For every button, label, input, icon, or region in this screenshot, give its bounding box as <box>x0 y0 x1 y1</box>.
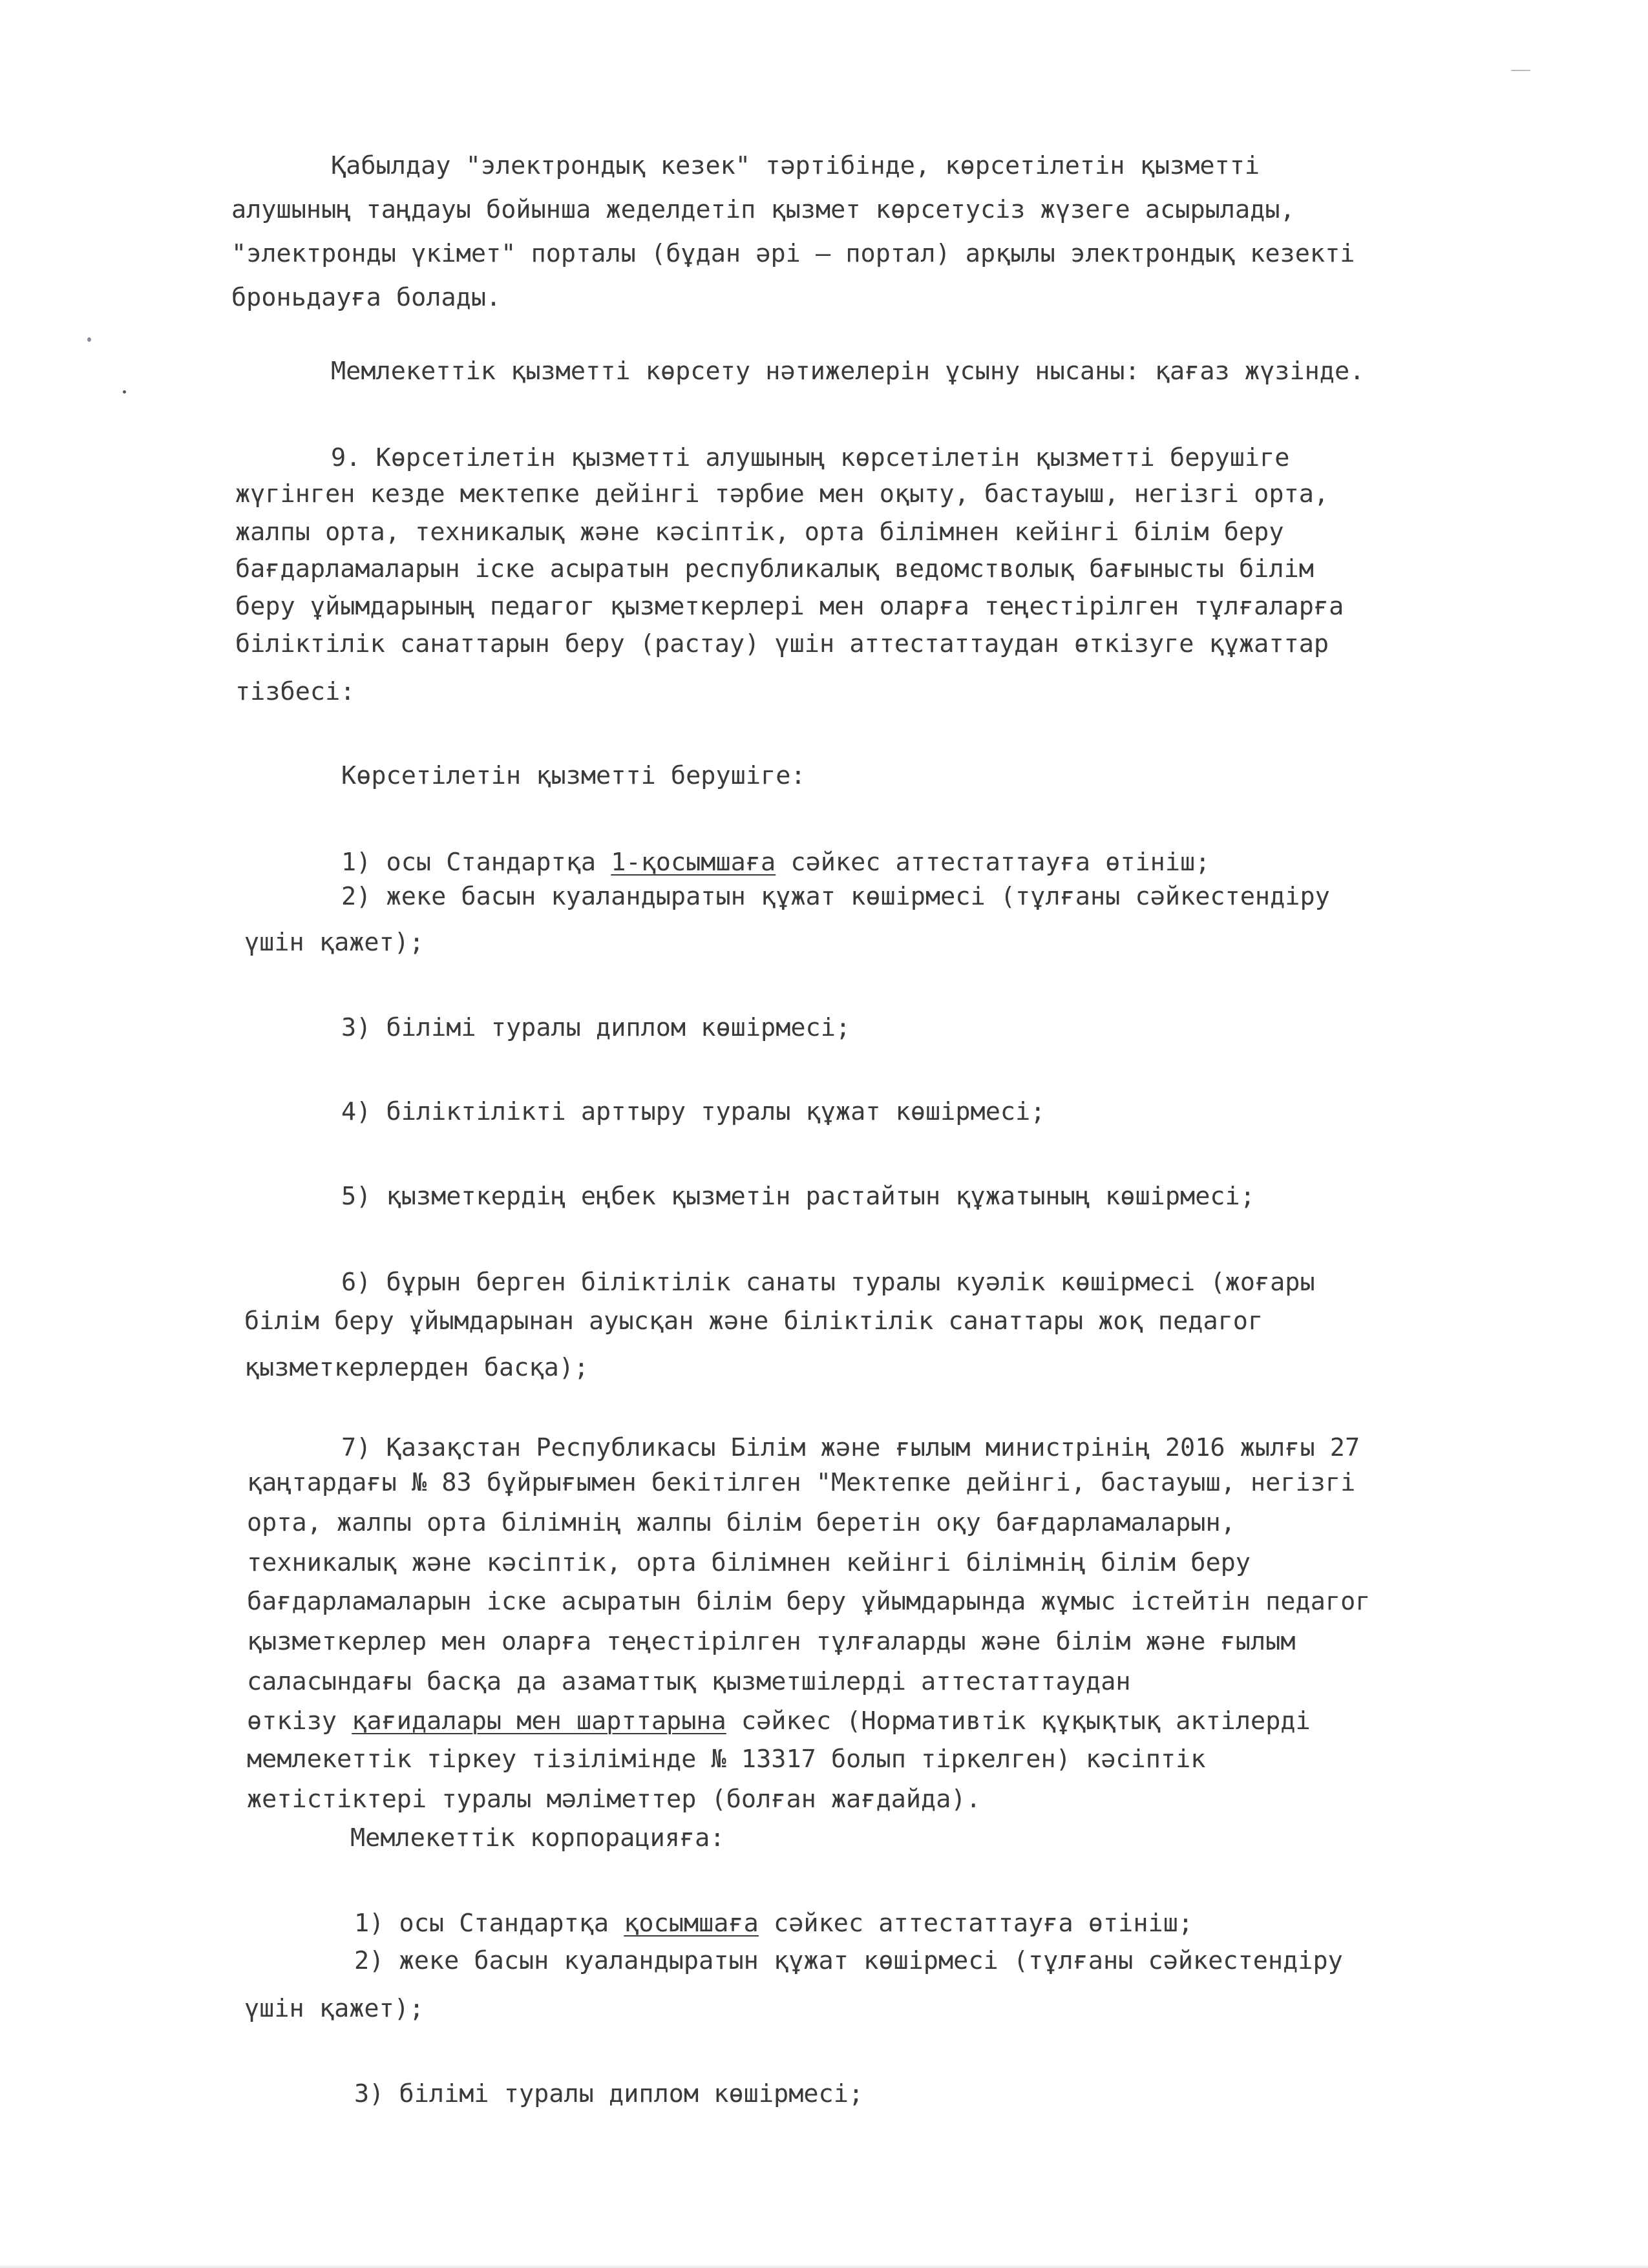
list-item: 5) қызметкердің еңбек қызметін растайтын құжатының көшірмесі; <box>341 1182 1255 1211</box>
list-item: жетістіктері туралы мәліметтер (болған жағдайда). <box>247 1785 981 1814</box>
list-item <box>341 850 1210 876</box>
paragraph-line: тізбесі: <box>235 677 355 706</box>
paragraph-line: Мемлекеттік қызметті көрсету нәтижелерін ұсыну нысаны: қағаз жүзінде. <box>331 357 1365 386</box>
list-item: бағдарламаларын іске асыратын білім беру ұйымдарында жұмыс істейтін педагог <box>247 1587 1371 1616</box>
list-item: 7) Қазақстан Республикасы Білім және ғылым министрінің 2016 жылғы 27 <box>341 1433 1360 1462</box>
list-item: мемлекеттік тіркеу тізілімінде № 13317 болып тіркелген) кәсіптік <box>247 1745 1206 1774</box>
list-item: 2) жеке басын куаландыратын құжат көшірмесі (тұлғаны сәйкестендіру <box>341 882 1330 911</box>
list-item: саласындағы басқа да азаматтық қызметшілерді аттестаттаудан <box>247 1667 1131 1696</box>
paragraph-line: бағдарламаларын іске асыратын республикалық ведомстволық бағынысты білім <box>235 554 1314 583</box>
scan-speck <box>87 337 91 342</box>
list-item <box>354 1911 1193 1937</box>
scan-speck <box>123 390 126 394</box>
list-item: 4) біліктілікті арттыру туралы құжат көшірмесі; <box>341 1097 1046 1126</box>
section-heading: Көрсетілетін қызметті берушіге: <box>341 761 806 790</box>
list-item: үшін қажет); <box>244 928 425 957</box>
list-item: 3) білімі туралы диплом көшірмесі; <box>341 1013 851 1042</box>
paragraph-line: біліктілік санаттарын беру (растау) үшін аттестаттаудан өткізуге құжаттар <box>235 629 1329 658</box>
list-item <box>247 1706 1311 1736</box>
list-item-text: сәйкес (Нормативтік құқықтық актілерді <box>726 1706 1311 1736</box>
list-item: білім беру ұйымдарынан ауысқан және біліктілік санаттары жоқ педагог <box>244 1307 1263 1336</box>
list-item: қаңтардағы № 83 бұйрығымен бекітілген "Мектепке дейінгі, бастауыш, негізгі <box>247 1468 1356 1497</box>
section-heading: Мемлекеттік корпорацияға: <box>350 1823 725 1853</box>
list-item: қызметкерлерден басқа); <box>244 1353 589 1382</box>
paragraph-line: Қабылдау "электрондық кезек" тәртібінде, көрсетілетін қызметті <box>331 151 1260 180</box>
list-item: 2) жеке басын куаландыратын құжат көшірмесі (тұлғаны сәйкестендіру <box>354 1946 1343 1975</box>
scan-speck <box>1511 70 1530 71</box>
list-item-text: 1) осы Стандартқа <box>354 1909 624 1938</box>
list-item: орта, жалпы орта білімнің жалпы білім беретін оқу бағдарламаларын, <box>247 1508 1236 1537</box>
rules-and-conditions-link[interactable]: қағидалары мен шарттарына <box>352 1706 726 1736</box>
appendix-link[interactable]: қосымшаға <box>624 1909 759 1938</box>
list-item: техникалық және кәсіптік, орта білімнен кейінгі білімнің білім беру <box>247 1548 1251 1577</box>
list-item: 6) бұрын берген біліктілік санаты туралы куәлік көшірмесі (жоғары <box>341 1268 1315 1297</box>
paragraph-line: "электронды үкімет" порталы (бұдан әрі – портал) арқылы электрондық кезекті <box>231 239 1355 268</box>
paragraph-line: беру ұйымдарының педагог қызметкерлері мен оларға теңестірілген тұлғаларға <box>235 592 1344 621</box>
list-item-text: 1) осы Стандартқа <box>341 848 611 877</box>
list-item: қызметкерлер мен оларға теңестірілген тұлғаларды және білім және ғылым <box>247 1627 1296 1656</box>
paragraph-line: жалпы орта, техникалық және кәсіптік, орта білімнен кейінгі білім беру <box>235 518 1284 547</box>
paragraph-line: жүгінген кезде мектепке дейінгі тәрбие мен оқыту, бастауыш, негізгі орта, <box>235 479 1329 509</box>
appendix-1-link[interactable]: 1-қосымшаға <box>611 848 776 877</box>
paragraph-line: броньдауға болады. <box>231 283 502 312</box>
list-item-text: сәйкес аттестаттауға өтініш; <box>776 848 1210 877</box>
list-item: үшін қажет); <box>244 1994 425 2023</box>
list-item-text: өткізу <box>247 1706 352 1736</box>
list-item: 3) білімі туралы диплом көшірмесі; <box>354 2079 864 2108</box>
paragraph-line: алушының таңдауы бойынша жеделдетіп қызмет көрсетусіз жүзеге асырылады, <box>231 195 1295 224</box>
scan-edge <box>0 2264 1648 2268</box>
paragraph-line: 9. Көрсетілетін қызметті алушының көрсетілетін қызметті берушіге <box>331 443 1290 472</box>
list-item-text: сәйкес аттестаттауға өтініш; <box>758 1909 1194 1938</box>
